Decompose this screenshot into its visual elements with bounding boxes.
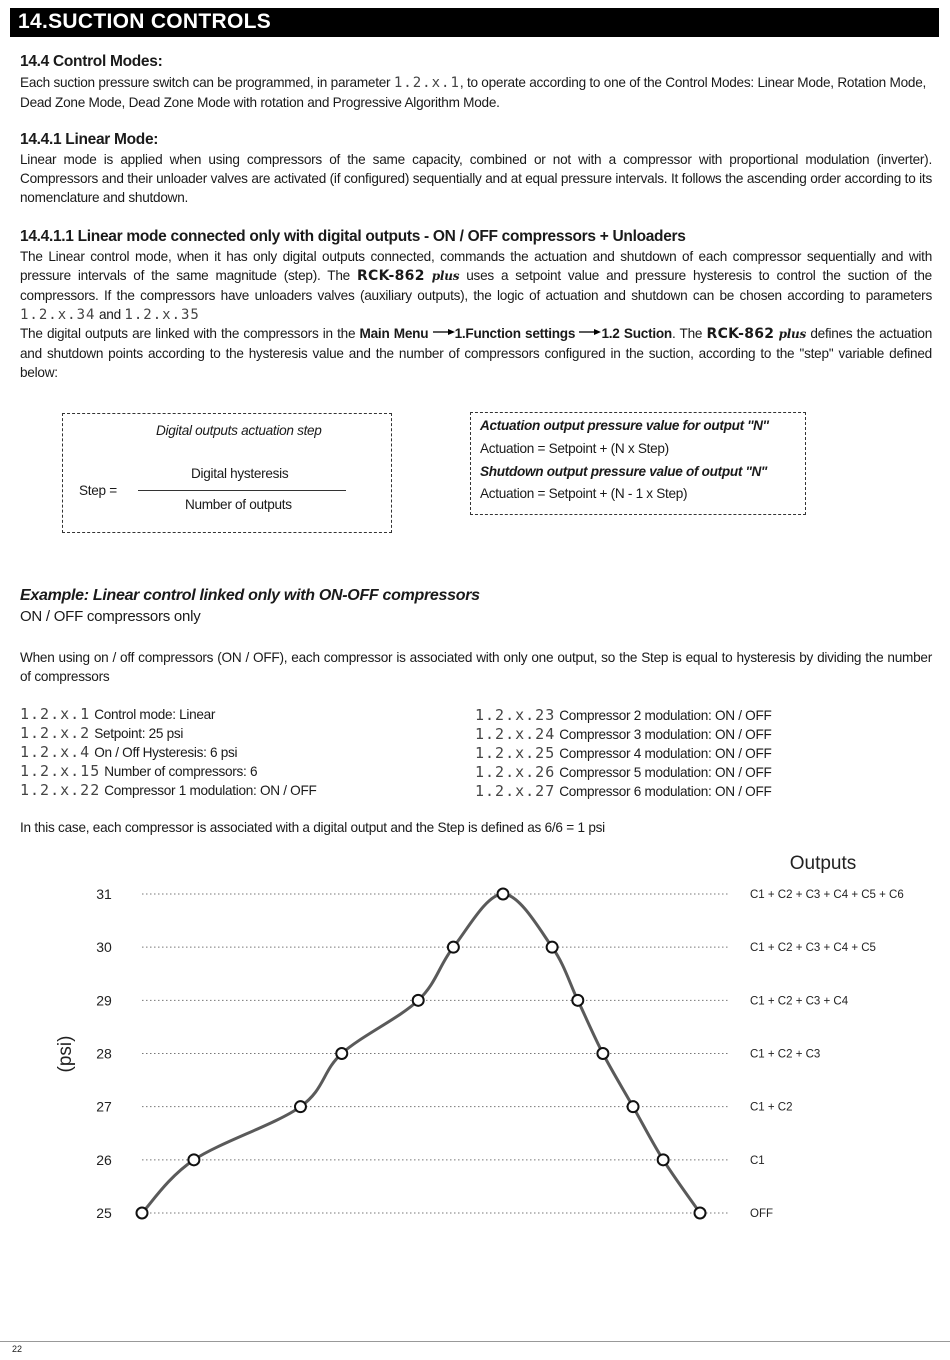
param-code: 1.2.x.26 — [475, 763, 556, 781]
outputs-title: Outputs — [789, 853, 857, 874]
y-tick-label: 29 — [96, 992, 112, 1009]
data-point — [695, 1208, 706, 1219]
text-run: defines the actuation and shutdown points according to the hysteresis value and the number of compressors configured in the suction, according to the ''step'' variable defined below: — [20, 326, 933, 380]
footer-divider — [0, 1341, 950, 1342]
param-text: Compressor 6 modulation: ON / OFF — [559, 784, 772, 799]
param-code: 1.2.x.22 — [20, 781, 101, 799]
y-tick-label: 28 — [96, 1045, 112, 1062]
menu-path-function: 1.Function settings — [454, 326, 576, 341]
param-text: Setpoint: 25 psi — [94, 726, 184, 741]
param-code: 1.2.x.35 — [124, 307, 200, 323]
formula-numerator: Digital hysteresis — [191, 466, 289, 481]
output-label: C1 — [750, 1154, 765, 1167]
example-paragraph: When using on / off compressors (ON / OFF), each compressor is associated with only one output, so the Step is equal to hysteresis by dividing the number of compressors — [20, 650, 932, 684]
param-code: 1.2.x.23 — [475, 706, 556, 724]
shutdown-title: Shutdown output pressure value of output ''N'' — [480, 464, 767, 479]
data-point — [413, 995, 424, 1006]
heading-linear-digital: 14.4.1.1 Linear mode connected only with digital outputs - ON / OFF compressors + Unloaders — [20, 228, 686, 245]
y-tick-label: 31 — [96, 886, 112, 902]
heading-linear-mode: 14.4.1 Linear Mode: — [20, 131, 159, 148]
data-point — [658, 1154, 669, 1165]
page-number: 22 — [12, 1344, 23, 1354]
param-code: 1.2.x.25 — [475, 744, 556, 762]
data-point — [336, 1048, 347, 1059]
text-run: uses a setpoint value and pressure hysteresis to control the suction of the compressors. If the compressors have unloaders valves (auxiliary outputs), the logic of actuation and shutdown can be chosen according to parameters — [20, 268, 932, 303]
param-code: 1.2.x.4 — [20, 743, 91, 761]
data-point — [295, 1101, 306, 1112]
menu-path-main: Main Menu — [359, 326, 429, 341]
y-axis-label: (psi) — [55, 1035, 76, 1073]
param-text: Number of compressors: 6 — [104, 764, 258, 779]
y-tick-label: 26 — [96, 1151, 112, 1168]
shutdown-formula: Actuation = Setpoint + (N - 1 x Step) — [480, 486, 688, 501]
formula-denominator: Number of outputs — [185, 497, 292, 512]
heading-control-modes: 14.4 Control Modes: — [20, 53, 163, 70]
data-point — [547, 942, 558, 953]
param-code: 1.2.x.2 — [20, 724, 91, 742]
brand-name: RCK-862 — [356, 268, 425, 284]
actuation-title: Actuation output pressure value for output ''N'' — [480, 418, 769, 433]
param-text: On / Off Hysteresis: 6 psi — [94, 745, 238, 760]
param-code: 1.2.x.27 — [475, 782, 556, 800]
param-code: 1.2.x.24 — [475, 725, 556, 743]
data-point — [137, 1208, 148, 1219]
param-text: Compressor 3 modulation: ON / OFF — [559, 727, 772, 742]
pressure-curve — [142, 894, 700, 1213]
y-tick-label: 30 — [96, 939, 112, 956]
data-point — [188, 1154, 199, 1165]
data-point — [498, 889, 509, 900]
param-code: 1.2.x.1 — [20, 705, 91, 723]
text-run: The digital outputs are linked with the compressors in the — [20, 326, 360, 341]
output-label: C1 + C2 + C3 — [750, 1048, 821, 1061]
text-run: Each suction pressure switch can be programmed, in parameter — [20, 75, 394, 90]
param-code: 1.2.x.34 — [20, 307, 96, 323]
example-subtitle: ON / OFF compressors only — [20, 608, 201, 625]
data-point — [628, 1101, 639, 1112]
output-label: C1 + C2 + C3 + C4 — [750, 995, 849, 1008]
formula-title: Digital outputs actuation step — [156, 423, 322, 438]
param-text: Compressor 2 modulation: ON / OFF — [559, 708, 772, 723]
actuation-formula: Actuation = Setpoint + (N x Step) — [480, 441, 669, 456]
output-label: C1 + C2 — [750, 1101, 793, 1114]
example-title: Example: Linear control linked only with ON-OFF compressors — [20, 587, 480, 604]
param-code: 1.2.x.1 — [393, 75, 460, 91]
y-tick-label: 27 — [96, 1098, 112, 1115]
y-tick-label: 25 — [96, 1205, 112, 1221]
step-label: Step = — [79, 483, 117, 498]
brand-plus: plus — [778, 327, 807, 341]
output-label: C1 + C2 + C3 + C4 + C5 — [750, 942, 876, 955]
data-point — [597, 1048, 608, 1059]
paragraph-linear-mode: Linear mode is applied when using compressors of the same capacity, combined or not with a compressor with proportional modulation (inverter). Compressors and their unloader valves are activated (if configured) sequentially and at equal pressure intervals. It follows the ascending order according to its nomenclature and shutdown. — [20, 152, 932, 205]
param-text: Compressor 4 modulation: ON / OFF — [559, 746, 772, 761]
menu-path-suction: 1.2 Suction — [601, 326, 672, 341]
data-point — [448, 942, 459, 953]
param-code: 1.2.x.15 — [20, 762, 101, 780]
text-run: , to operate according to one of the Control Modes: Linear Mode, Rotation Mode, Dead Zone Mode, Dead Zone Mode with rotation and Progressive Algorithm Mode. — [20, 75, 927, 110]
section-title: 14.SUCTION CONTROLS — [18, 10, 272, 33]
data-point — [572, 995, 583, 1006]
text-run: and — [95, 307, 125, 322]
text-run: The Linear control mode, when it has only digital outputs connected, commands the actuation and shutdown of each compressor sequentially and with pressure intervals of the same magnitude (step). The — [20, 249, 932, 283]
output-label: C1 + C2 + C3 + C4 + C5 + C6 — [750, 889, 904, 901]
param-text: Compressor 1 modulation: ON / OFF — [104, 783, 317, 798]
brand-plus: plus — [431, 269, 460, 283]
example-conclusion: In this case, each compressor is associated with a digital output and the Step is defined as 6/6 = 1 psi — [20, 820, 605, 835]
brand-name: RCK-862 — [706, 326, 775, 342]
output-label: OFF — [750, 1208, 773, 1220]
param-text: Control mode: Linear — [94, 707, 216, 722]
param-text: Compressor 5 modulation: ON / OFF — [559, 765, 772, 780]
text-run: . The — [671, 326, 707, 341]
